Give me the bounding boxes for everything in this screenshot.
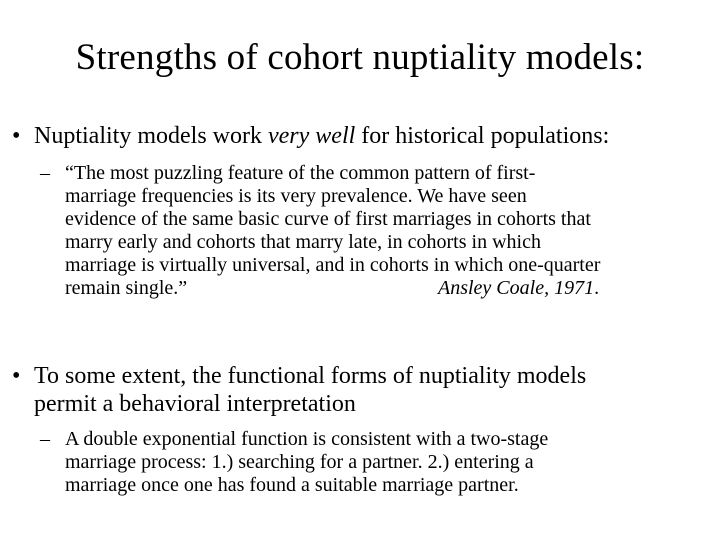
bullet-line: permit a behavioral interpretation [34, 391, 356, 417]
bullet-text [34, 362, 712, 418]
quote-line: “The most puzzling feature of the common pattern of first- [65, 162, 536, 184]
bullet-behavioral-interpretation [12, 362, 712, 418]
quote-line: marriage is virtually universal, and in cohorts in which one-quarter [65, 254, 601, 276]
bullet-marker: • [12, 123, 21, 149]
sub-bullet-line: marriage process: 1.) searching for a partner. 2.) entering a [65, 451, 534, 473]
sub-bullet-coale-quote [40, 162, 716, 300]
dash-marker: – [40, 162, 50, 184]
sub-bullet-line: A double exponential function is consistent with a two-stage [65, 428, 549, 450]
bullet-text-emphasis: very well [267, 123, 356, 149]
quote-line: marry early and cohorts that marry late, in cohorts in which [65, 231, 541, 253]
bullet-marker: • [12, 363, 21, 389]
quote-attribution [438, 277, 599, 300]
quote-line: remain single.” [65, 277, 188, 299]
bullet-historical-populations [12, 122, 712, 150]
quote-line: evidence of the same basic curve of first marriages in cohorts that [65, 208, 591, 230]
sub-bullet-double-exponential [40, 428, 716, 497]
attribution-period: . [594, 277, 600, 299]
bullet-text [34, 122, 712, 150]
sub-bullet-line: marriage once one has found a suitable marriage partner. [65, 474, 519, 496]
quote-last-line [65, 277, 716, 300]
bullet-line: To some extent, the functional forms of nuptiality models [34, 363, 587, 389]
bullet-text-start: Nuptiality models work [34, 123, 268, 149]
quote-line: marriage frequencies is its very prevalence. We have seen [65, 185, 527, 207]
bullet-text-end: for historical populations: [355, 123, 610, 149]
attribution-author: Ansley Coale, 1971 [438, 277, 595, 299]
dash-marker: – [40, 428, 50, 450]
slide-title: Strengths of cohort nuptiality models: [75, 37, 645, 78]
sub-bullet-text [65, 428, 716, 497]
quote-text [65, 162, 716, 300]
